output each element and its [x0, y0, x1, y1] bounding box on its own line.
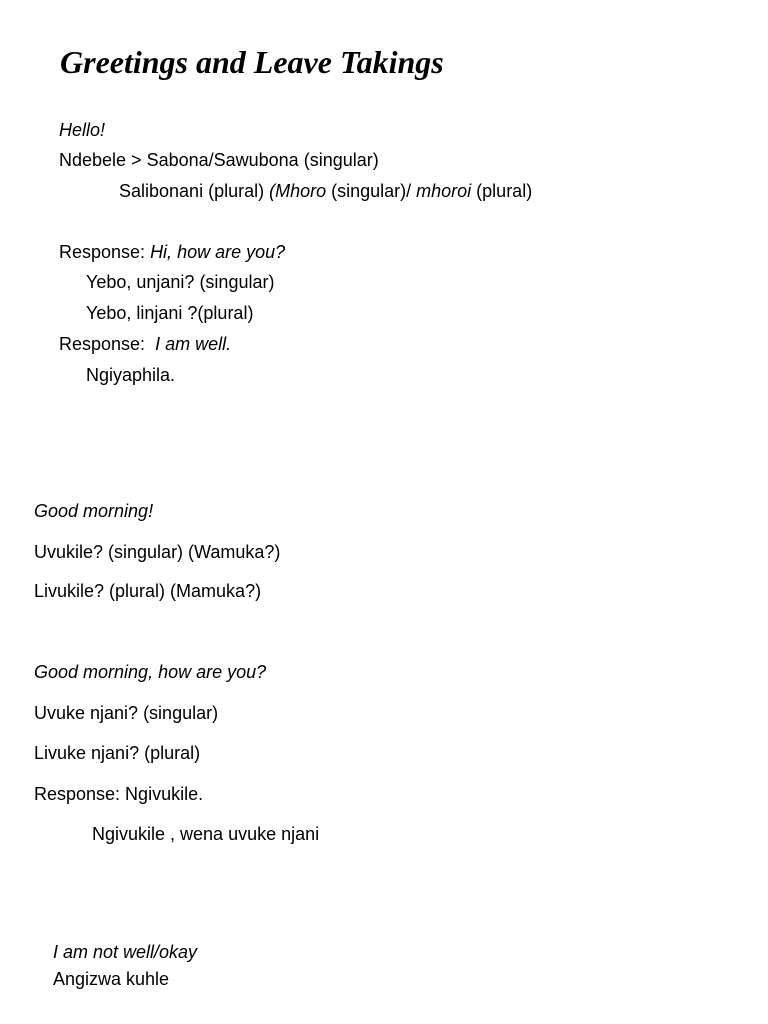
yebo-singular: Yebo, unjani? (singular) — [86, 272, 275, 292]
not-well-heading: I am not well/okay — [53, 942, 198, 962]
salibonani-line — [119, 182, 532, 200]
livuke-plural: Livuke njani? (plural) — [34, 743, 201, 763]
response-label: Response: — [59, 242, 151, 262]
page-title: Greetings and Leave Takings — [60, 44, 444, 80]
yebo-plural: Yebo, linjani ?(plural) — [86, 303, 254, 323]
response-hi-text: Hi, how are you? — [150, 242, 286, 262]
ndebele-sabona: Ndebele > Sabona/Sawubona (singular) — [59, 150, 379, 170]
plural-text: (plural) — [471, 181, 533, 201]
mhoroi-text: mhoroi — [416, 181, 472, 201]
response-well-line — [59, 335, 231, 353]
ngiyaphila: Ngiyaphila. — [86, 365, 176, 385]
response-ngivukile: Response: Ngivukile. — [34, 784, 204, 804]
uvuke-singular: Uvuke njani? (singular) — [34, 703, 219, 723]
angizwa-kuhle: Angizwa kuhle — [53, 969, 170, 989]
good-morning-how-heading: Good morning, how are you? — [34, 662, 267, 682]
mhoro-text: (Mhoro — [269, 181, 327, 201]
response-label: Response: — [59, 334, 156, 354]
salibonani-text: Salibonani (plural) — [119, 181, 270, 201]
livukile-plural: Livukile? (plural) (Mamuka?) — [34, 581, 262, 601]
uvukile-singular: Uvukile? (singular) (Wamuka?) — [34, 542, 281, 562]
good-morning-heading: Good morning! — [34, 501, 154, 521]
response-well-text: I am well. — [155, 334, 232, 354]
ngivukile-reply: Ngivukile , wena uvuke njani — [92, 824, 320, 844]
response-hi-line — [59, 243, 285, 261]
hello-heading: Hello! — [59, 120, 106, 140]
singular-text: (singular)/ — [326, 181, 417, 201]
